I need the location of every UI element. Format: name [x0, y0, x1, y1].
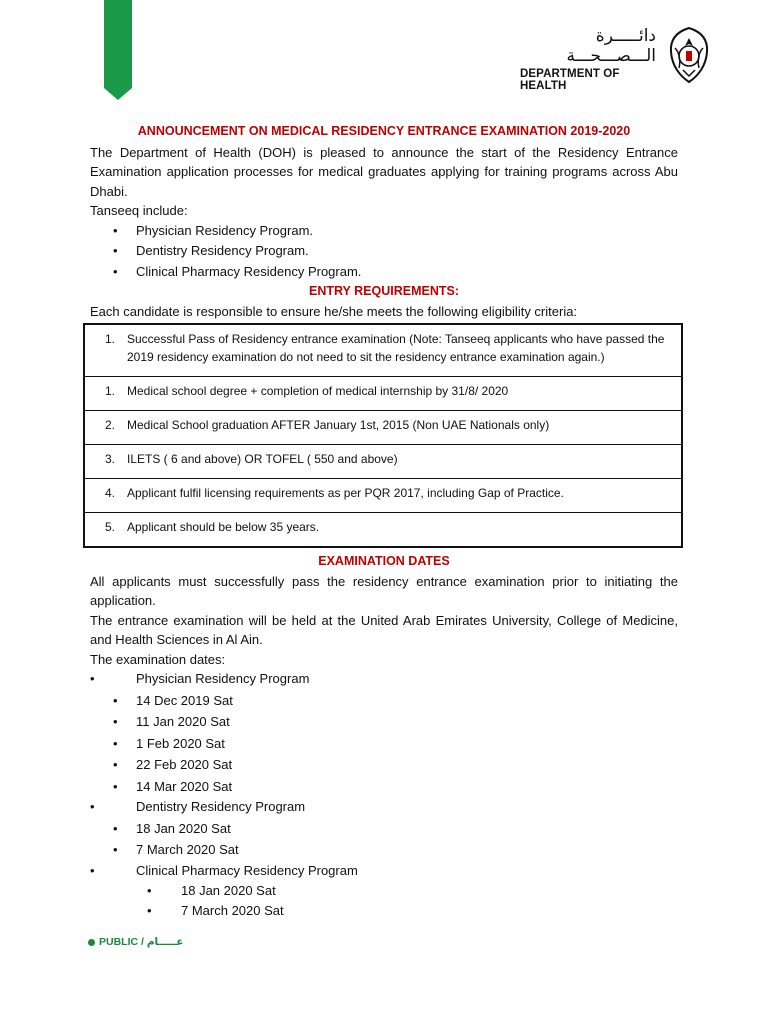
list-item: • Clinical Pharmacy Residency Program. [90, 262, 678, 283]
list-item: • 11 Jan 2020 Sat [90, 711, 678, 733]
classification-footer [88, 936, 184, 948]
tanseeq-label: Tanseeq include: [90, 203, 188, 218]
intro-paragraph: The Department of Health (DOH) is pleased to announce the start of the Residency Entrance Examination application processes for medical graduates applying for training programs across Abu Dhabi. [90, 144, 678, 199]
requirements-table [83, 323, 683, 548]
list-item: • 18 Jan 2020 Sat [90, 881, 678, 901]
department-of-health-logo [520, 26, 720, 92]
row-text: Applicant fulfil licensing requirements as per PQR 2017, including Gap of Practice. [121, 479, 682, 513]
list-item: • 1 Feb 2020 Sat [90, 733, 678, 755]
announcement-title: ANNOUNCEMENT ON MEDICAL RESIDENCY ENTRANCE EXAMINATION 2019-2020 [137, 124, 631, 138]
table-row [84, 324, 682, 377]
row-text: Medical School graduation AFTER January 1st, 2015 (Non UAE Nationals only) [121, 411, 682, 445]
list-item: • 14 Dec 2019 Sat [90, 690, 678, 712]
program-group-name: • Clinical Pharmacy Residency Program [90, 861, 678, 882]
table-row [84, 411, 682, 445]
falcon-emblem-icon [666, 26, 712, 84]
program-group-name: • Physician Residency Program [90, 669, 678, 690]
green-ribbon-decoration [104, 0, 132, 100]
program-group-name: • Dentistry Residency Program [90, 797, 678, 818]
dates-label: The examination dates: [90, 651, 226, 667]
row-number: 2. [84, 411, 121, 445]
exam-dates-list [90, 669, 678, 921]
list-item: • 14 Mar 2020 Sat [90, 776, 678, 798]
list-item: • Physician Residency Program. [90, 221, 678, 242]
logo-english-text: DEPARTMENT OF HEALTH [520, 68, 620, 92]
status-dot-icon [88, 939, 95, 946]
row-number: 1. [84, 377, 121, 411]
logo-arabic-text: دائـــــرة الـــصـــحـــة [566, 26, 656, 66]
row-text: Applicant should be below 35 years. [127, 520, 320, 534]
table-row [84, 377, 682, 411]
table-row [84, 479, 682, 513]
program-list [90, 221, 678, 283]
row-number: 4. [84, 479, 121, 513]
row-number: 3. [84, 445, 121, 479]
list-item: • 7 March 2020 Sat [90, 901, 678, 921]
row-number: 5. [104, 520, 115, 534]
entry-lead-text: Each candidate is responsible to ensure he/she meets the following eligibility criteria: [90, 303, 578, 319]
announcement-body [90, 122, 678, 921]
table-row [84, 445, 682, 479]
table-row [84, 513, 682, 548]
entry-requirements-heading: ENTRY REQUIREMENTS: [308, 284, 459, 298]
examination-dates-heading: EXAMINATION DATES [318, 554, 450, 568]
list-item: • 18 Jan 2020 Sat [90, 818, 678, 840]
row-number: 1. [84, 324, 121, 377]
row-text: Successful Pass of Residency entrance examination (Note: Tanseeq applicants who have passed the 2019 residency examination do not need to sit the residency entrance examination again.) [121, 324, 682, 377]
list-item: • 22 Feb 2020 Sat [90, 754, 678, 776]
exam-paragraph-2: The entrance examination will be held at the United Arab Emirates University, College of Medicine, and Health Sciences in Al Ain. [90, 612, 678, 647]
row-text: ILETS ( 6 and above) OR TOFEL ( 550 and above) [121, 445, 682, 479]
row-text: Medical school degree + completion of medical internship by 31/8/ 2020 [121, 377, 682, 411]
exam-paragraph-1: All applicants must successfully pass the residency entrance examination prior to initiating the application. [90, 573, 678, 608]
list-item: • Dentistry Residency Program. [90, 241, 678, 262]
classification-label: PUBLIC / عـــــام [99, 936, 184, 948]
list-item: • 7 March 2020 Sat [90, 839, 678, 861]
